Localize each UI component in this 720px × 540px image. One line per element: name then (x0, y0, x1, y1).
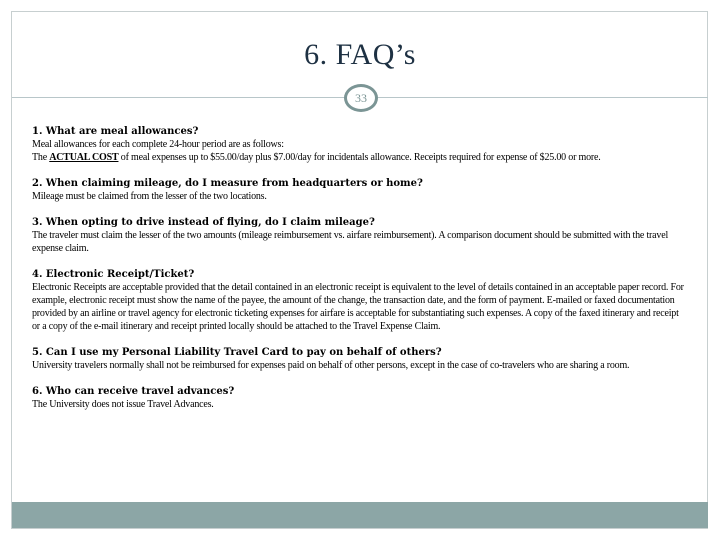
faq-answer: Mileage must be claimed from the lesser of the two locations. (32, 191, 267, 202)
faq-answer: The traveler must claim the lesser of the two amounts (mileage reimbursement vs. airfare reimbursement). A comparison document should be submitted with the travel expense claim. (32, 230, 669, 254)
faq-item-4 (32, 268, 684, 333)
faq-answer-cont (32, 151, 684, 164)
faq-item-6 (32, 385, 684, 411)
answer-prefix: The (32, 152, 50, 163)
faq-question: 5. Can I use my Personal Liability Travel Card to pay on behalf of others? (32, 347, 442, 358)
footer-bar (12, 502, 708, 528)
faq-answer: University travelers normally shall not be reimbursed for expenses paid on behalf of other persons, except in the case of co-travelers who are sharing a room. (32, 360, 630, 371)
faq-question: 2. When claiming mileage, do I measure from headquarters or home? (32, 178, 423, 189)
slide-title: 6. FAQ’s (304, 38, 416, 71)
faq-item-5 (32, 346, 684, 372)
faq-answer: Electronic Receipts are acceptable provided that the detail contained in an electronic receipt is equivalent to the level of details contained in an acceptable paper record. For example, electronic receipt must show the name of the payee, the amount of the change, the transaction date, and the form of payment. E-mailed or faxed documentation provided by an airline or travel agency for electronic ticketing expenses for airfare is acceptable for substantiating such expenses. A copy of the faxed itinerary and receipt or a copy of the e-mail itinerary and receipt printed locally should be attached to the Travel Expense Claim. (32, 282, 684, 332)
faq-answer: The University does not issue Travel Advances. (32, 399, 214, 410)
faq-item-3 (32, 216, 684, 255)
answer-rest: of meal expenses up to $55.00/day plus $7.00/day for incidentals allowance. Receipts required for expense of $25.00 or more. (118, 152, 601, 163)
faq-answer: Meal allowances for each complete 24-hour period are as follows: (32, 139, 284, 150)
faq-question: 1. What are meal allowances? (32, 126, 199, 137)
faq-question: 4. Electronic Receipt/Ticket? (32, 269, 195, 280)
page-number-badge: 33 (344, 84, 378, 112)
actual-cost-emphasis: ACTUAL COST (49, 152, 119, 163)
faq-item-1 (32, 125, 684, 164)
faq-list (32, 125, 684, 424)
faq-item-2 (32, 177, 684, 203)
faq-question: 6. Who can receive travel advances? (32, 386, 235, 397)
faq-question: 3. When opting to drive instead of flying, do I claim mileage? (32, 217, 375, 228)
